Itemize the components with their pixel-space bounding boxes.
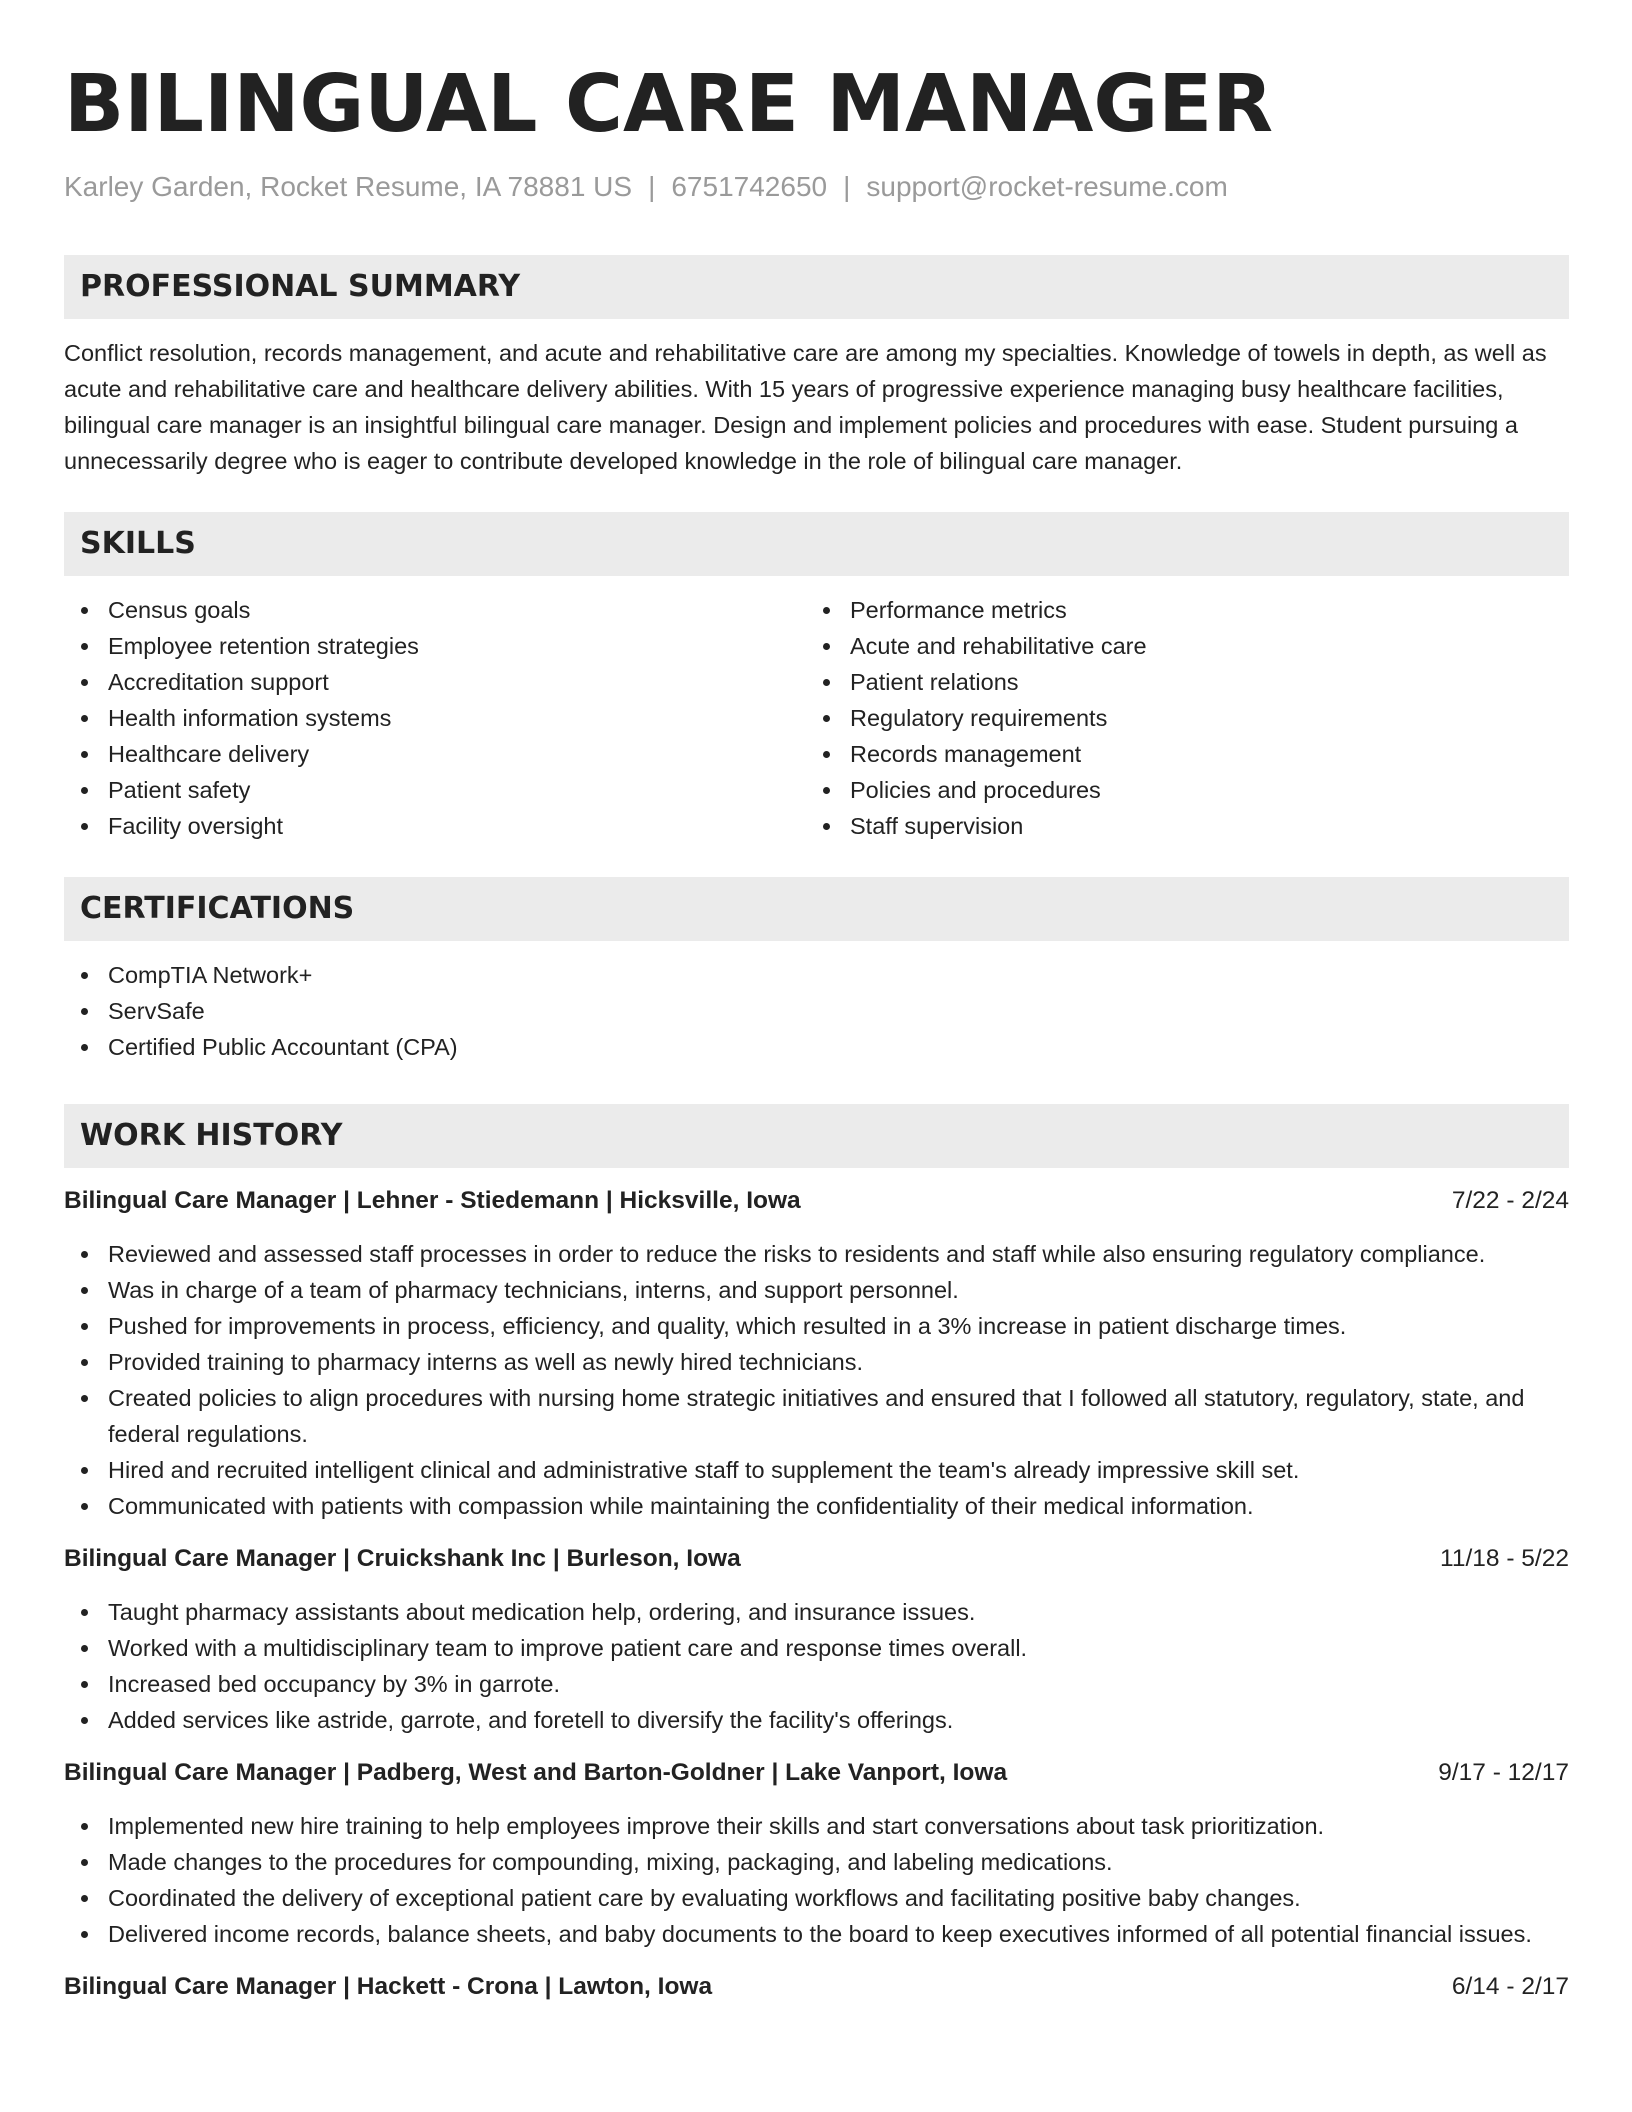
job-entry <box>64 1184 1569 1524</box>
job-header <box>64 1970 1569 2004</box>
contact-email: support@rocket-resume.com <box>866 171 1228 202</box>
skill-item: Employee retention strategies <box>64 628 806 664</box>
job-bullet: Increased bed occupancy by 3% in garrote. <box>64 1666 1569 1702</box>
skill-item: Census goals <box>64 592 806 628</box>
skill-item: Health information systems <box>64 700 806 736</box>
job-bullet: Delivered income records, balance sheets, and baby documents to the board to keep executives informed of all potential financial issues. <box>64 1916 1569 1952</box>
skill-item: Staff supervision <box>806 808 1548 844</box>
job-bullet: Was in charge of a team of pharmacy technicians, interns, and support personnel. <box>64 1272 1569 1308</box>
contact-line <box>64 170 1569 204</box>
skill-item: Facility oversight <box>64 808 806 844</box>
certification-item: ServSafe <box>64 993 1569 1029</box>
job-bullet: Hired and recruited intelligent clinical and administrative staff to supplement the team's already impressive skill set. <box>64 1452 1569 1488</box>
contact-separator: | <box>843 171 851 202</box>
job-bullet: Taught pharmacy assistants about medication help, ordering, and insurance issues. <box>64 1594 1569 1630</box>
skill-item: Performance metrics <box>806 592 1548 628</box>
job-bullet: Coordinated the delivery of exceptional patient care by evaluating workflows and facilitating positive baby changes. <box>64 1880 1569 1916</box>
skill-item: Patient relations <box>806 664 1548 700</box>
job-title: Bilingual Care Manager | Hackett - Crona | Lawton, Iowa <box>64 1973 713 2000</box>
job-title: Bilingual Care Manager | Cruickshank Inc | Burleson, Iowa <box>64 1545 741 1572</box>
skill-item: Regulatory requirements <box>806 700 1548 736</box>
skill-item: Accreditation support <box>64 664 806 700</box>
certification-item: Certified Public Accountant (CPA) <box>64 1029 1569 1065</box>
candidate-name: BILINGUAL CARE MANAGER <box>64 58 1274 150</box>
job-dates: 9/17 - 12/17 <box>1438 1759 1569 1786</box>
skill-item: Policies and procedures <box>806 772 1548 808</box>
contact-separator: | <box>648 171 656 202</box>
job-header <box>64 1756 1569 1790</box>
job-bullet: Made changes to the procedures for compounding, mixing, packaging, and labeling medications. <box>64 1844 1569 1880</box>
skills-column-left <box>64 592 806 844</box>
job-entry <box>64 1756 1569 1952</box>
job-bullet: Provided training to pharmacy interns as well as newly hired technicians. <box>64 1344 1569 1380</box>
job-bullet: Worked with a multidisciplinary team to improve patient care and response times overall. <box>64 1630 1569 1666</box>
job-bullet: Created policies to align procedures with nursing home strategic initiatives and ensured that I followed all statutory, regulatory, state, and federal regulations. <box>64 1380 1569 1452</box>
job-bullets <box>64 1236 1569 1524</box>
job-entry <box>64 1970 1569 2004</box>
job-bullet: Reviewed and assessed staff processes in order to reduce the risks to residents and staff while also ensuring regulatory compliance. <box>64 1236 1569 1272</box>
job-bullet: Added services like astride, garrote, and foretell to diversify the facility's offerings. <box>64 1702 1569 1738</box>
job-bullet: Communicated with patients with compassion while maintaining the confidentiality of their medical information. <box>64 1488 1569 1524</box>
job-title: Bilingual Care Manager | Padberg, West and Barton-Goldner | Lake Vanport, Iowa <box>64 1759 1008 1786</box>
job-bullets <box>64 1808 1569 1952</box>
skill-item: Patient safety <box>64 772 806 808</box>
certifications-list <box>64 957 1569 1065</box>
resume-page <box>64 60 1569 2004</box>
work-history-heading: WORK HISTORY <box>64 1104 1569 1168</box>
certifications-heading: CERTIFICATIONS <box>64 877 1569 941</box>
certification-item: CompTIA Network+ <box>64 957 1569 993</box>
summary-text: Conflict resolution, records management, and acute and rehabilitative care are among my specialties. Knowledge of towels in depth, as well as acute and rehabilitative care and healthcare delivery abilities. With 15 years of progressive experience managing busy healthcare facilities, bilingual care manager is an insightful bilingual care manager. Design and implement policies and procedures with ease. Student pursuing a unnecessarily degree who is eager to contribute developed knowledge in the role of bilingual care manager. <box>64 340 1547 474</box>
job-bullets <box>64 1594 1569 1738</box>
skill-item: Acute and rehabilitative care <box>806 628 1548 664</box>
job-dates: 7/22 - 2/24 <box>1451 1187 1569 1214</box>
skills-list <box>64 592 1569 844</box>
job-bullet: Implemented new hire training to help employees improve their skills and start conversations about task prioritization. <box>64 1808 1569 1844</box>
job-dates: 11/18 - 5/22 <box>1440 1545 1569 1572</box>
job-entry <box>64 1542 1569 1738</box>
skills-column-right <box>806 592 1548 844</box>
contact-address: Karley Garden, Rocket Resume, IA 78881 US <box>64 171 633 202</box>
summary-heading: PROFESSIONAL SUMMARY <box>64 255 1569 319</box>
job-dates: 6/14 - 2/17 <box>1451 1973 1569 2000</box>
skills-heading: SKILLS <box>64 512 1569 576</box>
skill-item: Healthcare delivery <box>64 736 806 772</box>
job-header <box>64 1184 1569 1218</box>
skill-item: Records management <box>806 736 1548 772</box>
contact-phone: 6751742650 <box>671 171 828 202</box>
job-title: Bilingual Care Manager | Lehner - Stiedemann | Hicksville, Iowa <box>64 1187 801 1214</box>
job-bullet: Pushed for improvements in process, efficiency, and quality, which resulted in a 3% increase in patient discharge times. <box>64 1308 1569 1344</box>
job-header <box>64 1542 1569 1576</box>
